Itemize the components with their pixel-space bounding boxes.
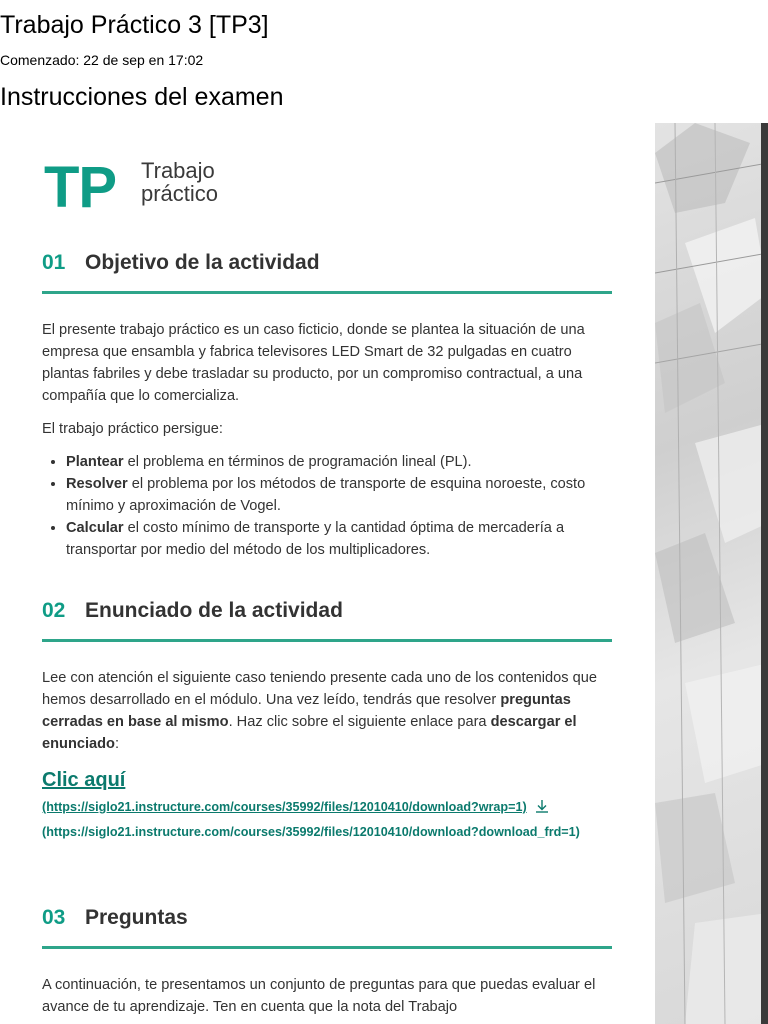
section-number: 02 [42,599,66,622]
instructions-heading: Instrucciones del examen [0,83,284,111]
download-link-url-direct[interactable]: (https://siglo21.instructure.com/courses/35992/files/12010410/download?download_frd=1) [42,825,580,839]
download-link-urls[interactable] [42,796,612,843]
download-link-url-wrap[interactable]: (https://siglo21.instructure.com/courses/35992/files/12010410/download?wrap=1) [42,800,527,814]
section-number: 01 [42,251,66,274]
objective-paragraph: El presente trabajo práctico es un caso ficticio, donde se plantea la situación de una empresa que ensambla y fabrica televisores LED Smart de 32 pulgadas en cuatro plantas fabriles y debe trasladar su producto, por un compromiso contractual, a una compañía que lo comercializa. [42,322,585,404]
section-title: Enunciado de la actividad [85,599,343,622]
side-image-edge [761,123,768,1024]
section-title: Preguntas [85,906,188,929]
list-item: • Calcular el costo mínimo de transporte y la cantidad óptima de mercadería a transportar por medio del método de los multiplicadores. [66,517,612,561]
tp-logo-word-1: Trabajo [141,158,215,183]
section-divider [42,639,612,642]
decorative-architecture-image [655,123,768,1024]
section-divider [42,946,612,949]
quiz-title: Trabajo Práctico 3 [TP3] [0,11,269,39]
questions-intro: A continuación, te presentamos un conjunto de preguntas para que puedas evaluar el avance de tu aprendizaje. Ten en cuenta que la nota del Trabajo [42,977,596,1015]
objective-intro: El trabajo práctico persigue: [42,421,223,437]
download-link[interactable]: Clic aquí [42,769,126,791]
section-divider [42,291,612,294]
list-item: • Resolver el problema por los métodos de transporte de esquina noroeste, costo mínimo y aproximación de Vogel. [66,473,612,517]
tp-logo-letters: TP [44,155,117,220]
section-title: Objetivo de la actividad [85,251,320,274]
download-icon[interactable] [534,798,550,821]
section-number: 03 [42,906,66,929]
objective-list [42,451,612,561]
statement-paragraph: Lee con atención el siguiente caso teniendo presente cada uno de los contenidos que hemos desarrollado en el módulo. Una vez leído, tendrás que resolver preguntas cerradas en base al mismo. Haz clic sobre el siguiente enlace para descargar el enunciado: [42,670,597,752]
architecture-pattern [655,123,768,1024]
list-item: • Plantear el problema en términos de programación lineal (PL). [66,451,612,473]
started-timestamp: Comenzado: 22 de sep en 17:02 [0,52,204,68]
tp-logo-word-2: práctico [141,181,219,206]
tp-logo-words [141,159,271,205]
